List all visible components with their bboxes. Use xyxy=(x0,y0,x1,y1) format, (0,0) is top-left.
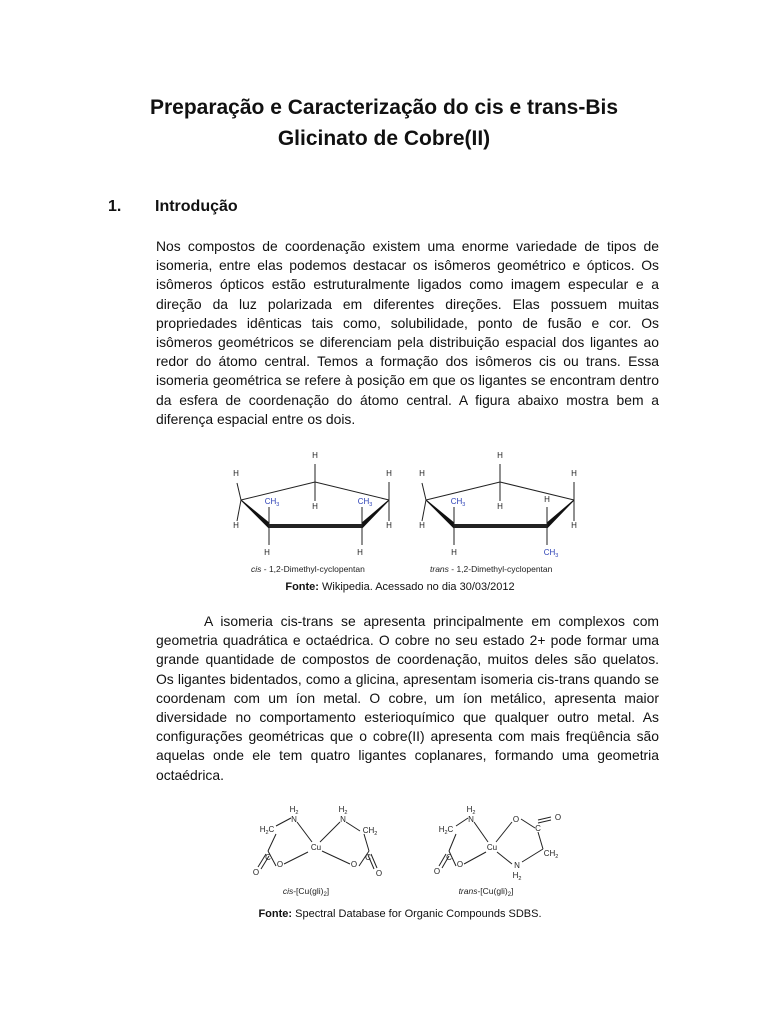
figure-cyclopentane-isomers xyxy=(229,445,581,577)
atom-label: O xyxy=(276,860,284,869)
atom-label: $CH_2$ xyxy=(362,826,378,837)
atom-label: N xyxy=(514,861,520,870)
methyl-label: $CH_3$ xyxy=(264,497,280,508)
atom-label: H xyxy=(571,469,577,478)
atom-label: H xyxy=(264,548,270,557)
atom-label: $H_2C$ xyxy=(259,825,275,836)
atom-label: H xyxy=(544,495,550,504)
atom-label: C xyxy=(535,824,541,833)
atom-label: C xyxy=(446,853,452,862)
caption-label: Fonte: xyxy=(258,908,293,920)
atom-label: H xyxy=(419,469,425,478)
title-line-1: Preparação e Caracterização do cis e trans-Bis xyxy=(149,96,619,119)
cis-isomer-name: cis - 1,2-Dimethyl-cyclopentan xyxy=(251,564,365,574)
atom-label: O xyxy=(252,868,260,877)
atom-label: O xyxy=(512,815,520,824)
methyl-label: $CH_3$ xyxy=(543,548,559,559)
atom-label: H xyxy=(497,451,503,460)
section-number: 1. xyxy=(108,198,122,215)
atom-label: O xyxy=(375,869,383,878)
methyl-label: $CH_3$ xyxy=(357,497,373,508)
caption-text: Wikipedia. Acessado no dia 30/03/2012 xyxy=(318,581,515,593)
copper-atom-label: Cu xyxy=(310,843,322,852)
document-title xyxy=(100,92,668,154)
atom-label: H xyxy=(233,469,239,478)
section-heading xyxy=(108,198,668,216)
atom-label: H xyxy=(312,502,318,511)
paragraph-cis-trans: A isomeria cis-trans se apresenta principalmente em complexos com geometria quadrática e octaédrica. O cobre no seu estado 2+ pode formar uma grande quantidade de compostos de coordenação, muitos deles são quelatos. Os ligantes bidentados, como a glicina, apresentam isomeria cis-trans quando se coordenam com um íon metal. O cobre, um íon metálico, apresenta maior diversidade no comportamento esterioquímico que qualquer outro metal. As configurações geométricas que o cobre(II) apresenta com mais freqüência são aquelas onde ele tem quatro ligantes coplanares, formando uma geometria octaédrica. xyxy=(156,613,659,783)
atom-label: H xyxy=(497,502,503,511)
copper-atom-label: Cu xyxy=(486,843,498,852)
atom-label: H xyxy=(357,548,363,557)
figure-1-caption xyxy=(200,581,600,593)
atom-label: $H_2$ xyxy=(466,805,476,816)
atom-label: N xyxy=(340,815,346,824)
atom-label: H xyxy=(571,521,577,530)
atom-label: N xyxy=(468,815,474,824)
trans-complex-formula: trans-$[Cu(gli)_2]$ xyxy=(458,886,514,898)
atom-label: N xyxy=(291,815,297,824)
atom-label: $H_2$ xyxy=(512,871,522,882)
trans-isomer-name: trans - 1,2-Dimethyl-cyclopentan xyxy=(430,564,553,574)
atom-label: C xyxy=(365,853,371,862)
atom-label: H xyxy=(451,548,457,557)
atom-label: O xyxy=(433,867,441,876)
atom-label: $H_2$ xyxy=(289,805,299,816)
atom-label: H xyxy=(419,521,425,530)
section-title: Introdução xyxy=(155,198,238,215)
atom-label: H xyxy=(386,521,392,530)
cis-complex-formula: cis-$[Cu(gli)_2]$ xyxy=(282,886,330,898)
atom-label: H xyxy=(233,521,239,530)
paragraph-intro: Nos compostos de coordenação existem uma enorme variedade de tipos de isomeria, entre elas podemos destacar os isômeros geométrico e ópticos. Os isômeros ópticos estão estruturalmente ligados como imagem especular e a direção da luz polarizada em diferentes direções. Elas possuem muitas propriedades idênticas tais como, solubilidade, ponto de fusão e cor. Os isômeros geométricos se diferenciam pela distribuição espacial dos ligantes ao redor do átomo central. Temos a formação dos isômeros cis ou trans. Essa isomeria geométrica se refere à posição em que os ligantes se encontram dentro da esfera de coordenação do átomo central. A figura abaixo mostra bem a diferença espacial entre os dois. xyxy=(156,238,659,427)
figure-2-caption xyxy=(200,908,600,920)
atom-label: $CH_2$ xyxy=(543,849,559,860)
caption-label: Fonte: xyxy=(285,581,319,593)
methyl-label: $CH_3$ xyxy=(450,497,466,508)
atom-label: C xyxy=(265,853,271,862)
title-line-2: Glicinato de Cobre(II) xyxy=(277,127,491,150)
atom-label: H xyxy=(312,451,318,460)
atom-label: $H_2C$ xyxy=(438,825,454,836)
atom-label: $H_2$ xyxy=(338,805,348,816)
atom-label: H xyxy=(386,469,392,478)
atom-label: O xyxy=(554,813,562,822)
atom-label: O xyxy=(456,860,464,869)
figure-copper-glycinate-isomers xyxy=(246,804,576,904)
caption-text: Spectral Database for Organic Compounds SDBS. xyxy=(292,908,542,920)
atom-label: O xyxy=(350,860,358,869)
